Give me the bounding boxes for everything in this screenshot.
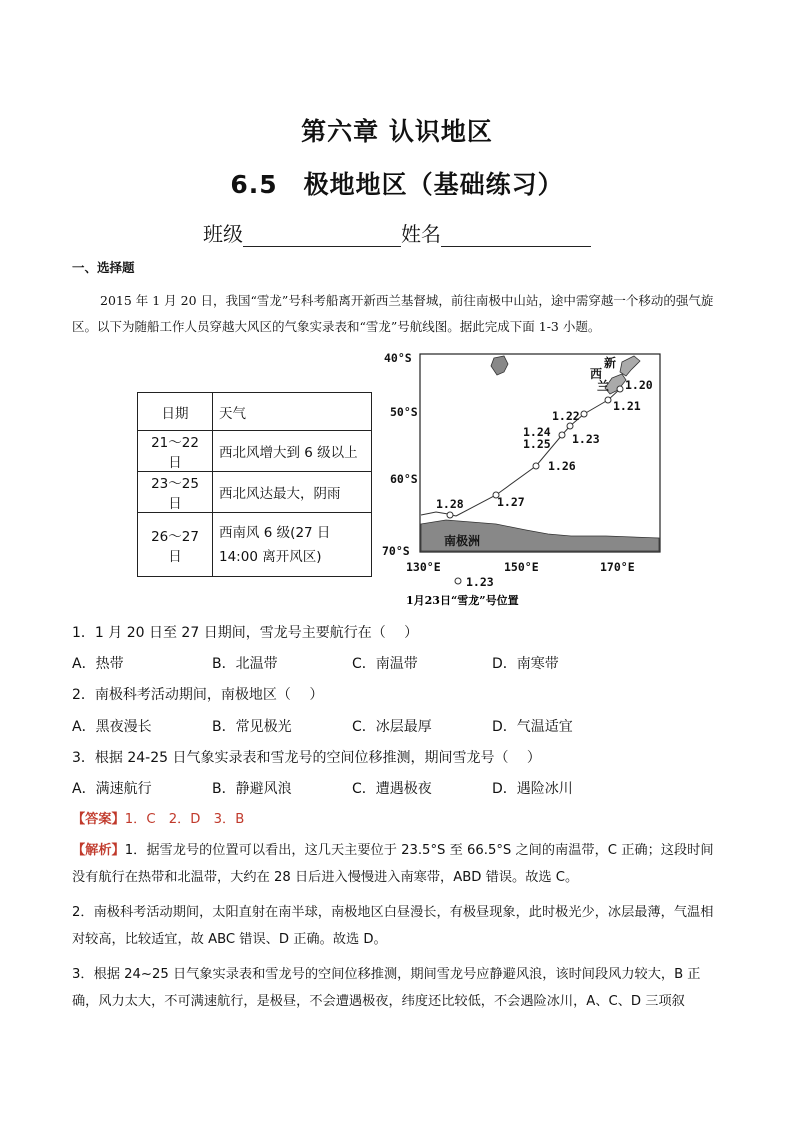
route-point-1-21 <box>605 397 611 403</box>
table-row <box>138 472 372 513</box>
nz-label: 兰 <box>597 379 610 393</box>
label-point-1-23: 1.23 <box>572 432 600 446</box>
label-point-1-27: 1.27 <box>497 495 525 509</box>
route-point-1-22 <box>581 411 587 417</box>
label-point-1-21: 1.21 <box>613 399 641 413</box>
analysis-3: 3．根据 24~25 日气象实录表和雪龙号的空间位移推测，期间雪龙号应静避风浪，该时间段风力较大，B 正确，风力太大，不可满速航行，是极昼，不会遭遇极夜，纬度还比较低，不会遇险冰川，A、C、D 三项叙 <box>72 967 701 1009</box>
label-point-1-22: 1.22 <box>552 409 580 423</box>
section-heading: 一、选择题 <box>72 260 135 275</box>
q1-option-b[interactable]: B．北温带 <box>212 656 278 672</box>
route-point-1-20 <box>617 386 623 392</box>
table-cell-weather: 西北风增大到 6 级以上 <box>213 431 372 472</box>
analysis-1-text: 1．据雪龙号的位置可以看出，这几天主要位于 23.5°S 至 66.5°S 之间的南温带，C 正确；这段时间没有航行在热带和北温带，大约在 28 日后进入慢慢进入南寒带，ABD 错误。故选 C。 <box>72 843 714 885</box>
analysis-2: 2．南极科考活动期间，太阳直射在南半球，南极地区白昼漫长，有极昼现象，此时极光少，冰层最薄，气温相对较高，比较适宜，故 ABC 错误、D 正确。故选 D。 <box>72 905 714 947</box>
name-label: 姓名 <box>401 222 441 246</box>
q1-option-d[interactable]: D．南寒带 <box>492 656 559 672</box>
table-row <box>138 431 372 472</box>
q3-option-c[interactable]: C．遭遇极夜 <box>352 781 432 797</box>
route-point-1-26 <box>533 463 539 469</box>
table-cell-weather: 西南风 6 级(27 日 14:00 离开风区) <box>213 513 372 577</box>
q1-option-a[interactable]: A．热带 <box>72 656 124 672</box>
label-point-1-24: 1.24 <box>523 425 551 439</box>
table-cell-date: 21～22 日 <box>138 431 213 472</box>
legend-marker <box>455 578 461 584</box>
intro-paragraph: 2015 年 1 月 20 日，我国“雪龙”号科考船离开新西兰基督城，前往南极中山站，途中需穿越一个移动的强气旋区。以下为随船工作人员穿越大风区的气象实录表和“雪龙”号航线图。据此完成下面 1-3 小题。 <box>72 293 714 334</box>
analysis-label: 【解析】 <box>72 843 125 858</box>
lat-label-40: 40°S <box>384 351 412 365</box>
question-2-stem: 2．南极科考活动期间，南极地区（ ） <box>72 687 324 703</box>
q2-option-a[interactable]: A．黑夜漫长 <box>72 719 152 735</box>
route-point-1-28 <box>447 512 453 518</box>
table-cell-date: 26～27 日 <box>138 513 213 577</box>
class-blank[interactable] <box>243 224 401 247</box>
table-header-row <box>138 393 372 431</box>
label-point-1-20: 1.20 <box>625 378 653 392</box>
name-blank[interactable] <box>441 224 591 247</box>
answer-label: 【答案】 <box>72 812 125 827</box>
table-header-date: 日期 <box>138 393 213 431</box>
chapter-title: 第六章 认识地区 <box>301 117 493 146</box>
legend-label: 1.23 <box>466 575 494 589</box>
label-point-1-26: 1.26 <box>548 459 576 473</box>
route-point-1-25 <box>559 432 565 438</box>
question-3-stem: 3．根据 24-25 日气象实录表和雪龙号的空间位移推测，期间雪龙号（ ） <box>72 750 541 766</box>
q2-option-c[interactable]: C．冰层最厚 <box>352 719 432 735</box>
analysis-1 <box>72 837 724 891</box>
table-header-weather: 天气 <box>213 393 372 431</box>
q3-option-a[interactable]: A．满速航行 <box>72 781 152 797</box>
answer-text: 1．C 2．D 3．B <box>124 812 245 827</box>
route-point-1-24 <box>567 423 573 429</box>
lon-label-130: 130°E <box>406 560 441 574</box>
section-title: 6.5 极地地区（基础练习） <box>230 170 564 199</box>
question-1-stem: 1．1 月 20 日至 27 日期间，雪龙号主要航行在（ ） <box>72 625 419 641</box>
nz-label: 西 <box>590 367 603 381</box>
lat-label-60: 60°S <box>390 472 418 486</box>
lon-label-170: 170°E <box>600 560 635 574</box>
map-caption: 1月23日“雪龙”号位置 <box>406 594 519 607</box>
table-cell-date: 23～25 日 <box>138 472 213 513</box>
nz-label: 新 <box>604 356 617 370</box>
answer-line <box>72 806 724 833</box>
antarctica-label: 南极洲 <box>444 534 481 548</box>
q3-option-d[interactable]: D．遇险冰川 <box>492 781 573 797</box>
lon-label-150: 150°E <box>504 560 539 574</box>
q2-option-d[interactable]: D．气温适宜 <box>492 719 573 735</box>
lat-label-50: 50°S <box>390 405 418 419</box>
label-point-1-28: 1.28 <box>436 497 464 511</box>
weather-table <box>137 392 372 577</box>
label-point-1-25: 1.25 <box>523 437 551 451</box>
q3-option-b[interactable]: B．静避风浪 <box>212 781 292 797</box>
class-name-line <box>0 218 794 247</box>
q2-option-b[interactable]: B．常见极光 <box>212 719 292 735</box>
q1-option-c[interactable]: C．南温带 <box>352 656 418 672</box>
lat-label-70: 70°S <box>382 544 410 558</box>
table-cell-weather: 西北风达最大，阴雨 <box>213 472 372 513</box>
class-label: 班级 <box>203 222 243 246</box>
table-row <box>138 513 372 577</box>
route-map <box>376 348 676 610</box>
